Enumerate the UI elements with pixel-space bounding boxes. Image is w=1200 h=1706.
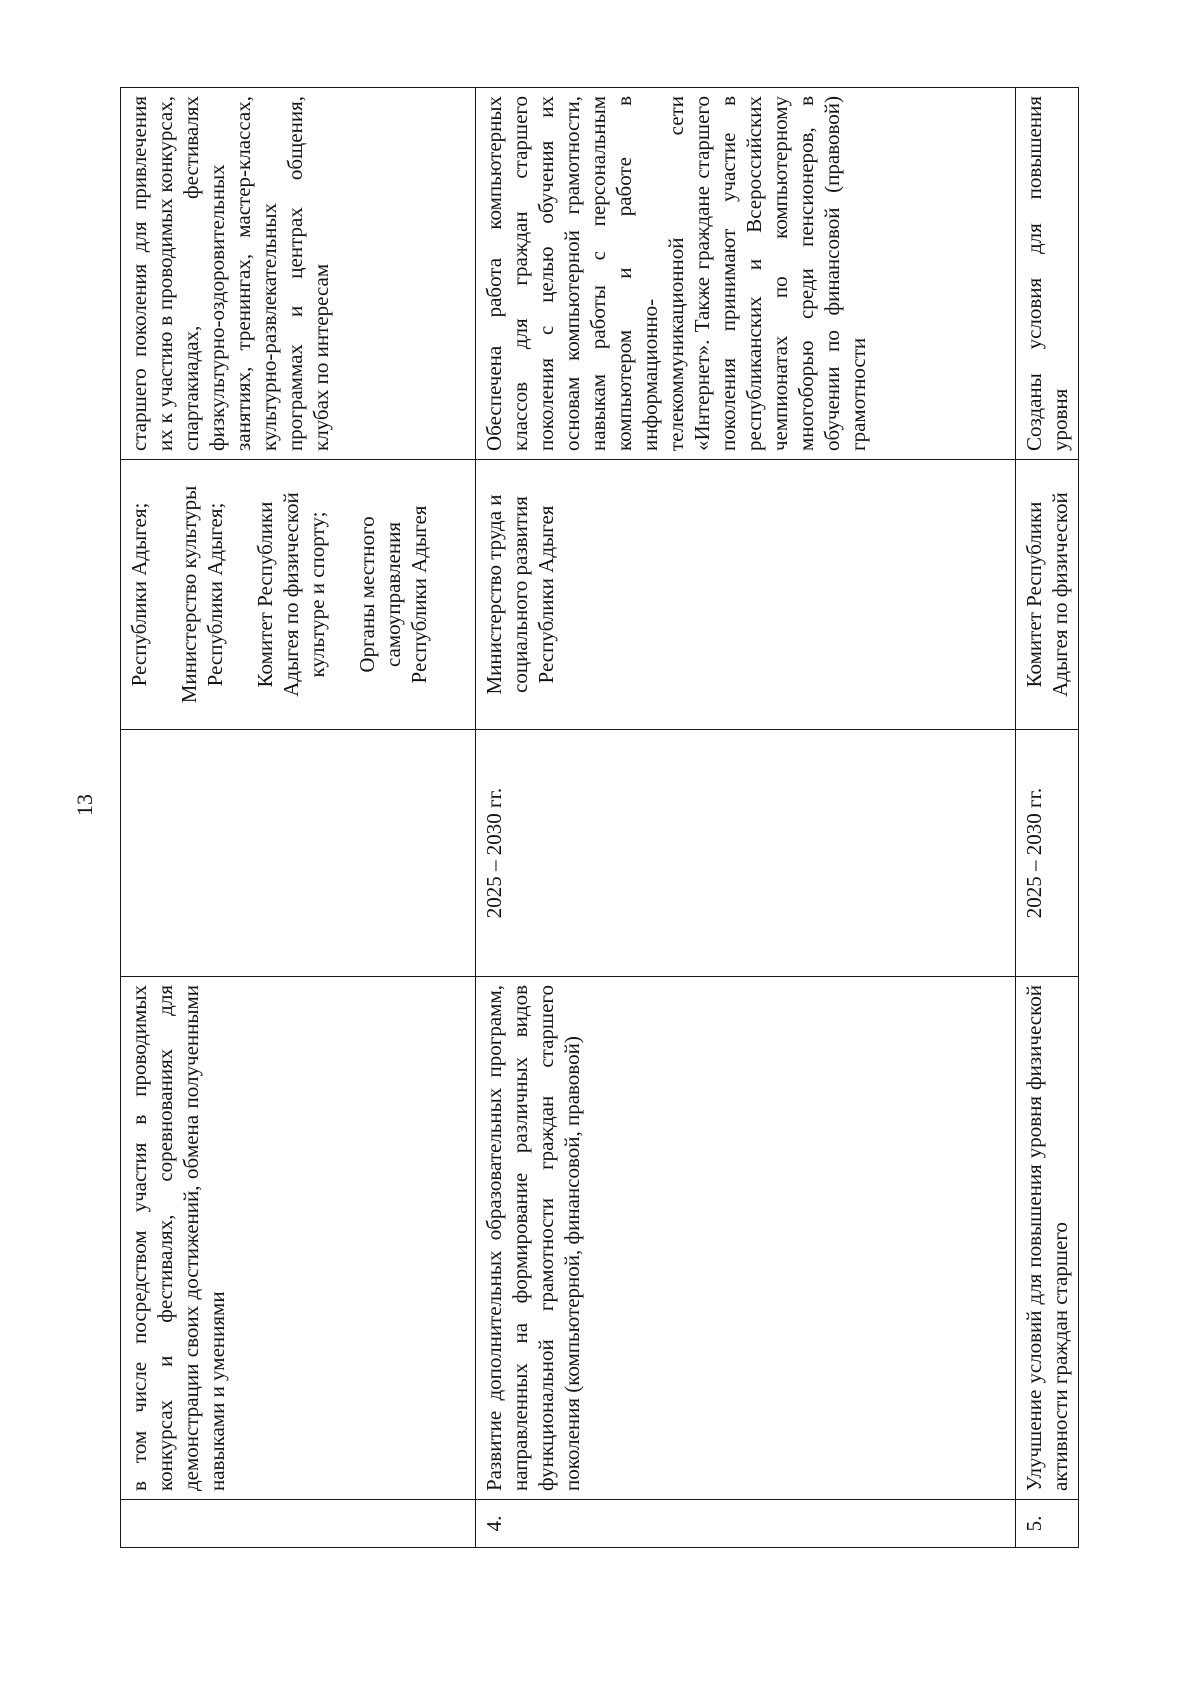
result-cell: старшего поколения для привлечения их к участию в проводимых конкурсах, спартакиадах, фестивалях физкультурно-оздоровительных занятиях, тренингах, мастер-классах, культурно-развлекательных программах и центрах общения, клубах по интересам xyxy=(121,88,476,460)
executor-line: Комитет Республики Адыгея по физической xyxy=(1022,492,1073,697)
rotated-table-container xyxy=(120,88,1073,1548)
executor-line: Министерство труда и социального развития Республики Адыгея xyxy=(482,494,559,695)
executors-cell xyxy=(121,460,476,730)
executors-cell xyxy=(1016,460,1079,730)
table-row xyxy=(476,88,1016,1548)
row-number-cell: 5. xyxy=(1016,1500,1079,1548)
executor-line: Комитет Республики Адыгея по физической культуре и спорту; xyxy=(253,492,330,697)
term-cell xyxy=(121,730,476,977)
table-row xyxy=(121,88,476,1548)
executor-line: Республики Адыгея; xyxy=(127,502,151,687)
result-cell: Обеспечена работа компьютерных классов для граждан старшего поколения с целью обучения их основам компьютерной грамотности, навыкам работы с персональным компьютером и работе в информационно-телекоммуникационной сети «Интернет». Также граждане старшего поколения принимают участие в республиканских и Всероссийских чемпионатах по компьютерному многоборью среди пенсионеров, в обучении по финансовой (правовой) грамотности xyxy=(476,88,1016,460)
term-cell: 2025 – 2030 гг. xyxy=(1016,730,1079,977)
executors-cell xyxy=(476,460,1016,730)
task-cell: Развитие дополнительных образовательных программ, направленных на формирование различных видов функциональной грамотности граждан старшего поколения (компьютерной, финансовой, правовой) xyxy=(476,977,1016,1500)
executor-line: Министерство культуры Республики Адыгея; xyxy=(177,485,228,704)
page-number: 13 xyxy=(72,794,97,816)
measures-table xyxy=(120,87,1079,1548)
row-number-cell xyxy=(121,1500,476,1548)
executor-line: Органы местного самоуправления Республики Адыгея xyxy=(355,505,432,684)
task-cell: в том числе посредством участия в проводимых конкурсах и фестивалях, соревнованиях для демонстрации своих достижений, обмена полученными навыками и умениями xyxy=(121,977,476,1500)
row-number-cell: 4. xyxy=(476,1500,1016,1548)
task-cell: Улучшение условий для повышения уровня физической активности граждан старшего xyxy=(1016,977,1079,1500)
result-cell: Созданы условия для повышения уровня xyxy=(1016,88,1079,460)
table-row xyxy=(1016,88,1079,1548)
term-cell: 2025 – 2030 гг. xyxy=(476,730,1016,977)
